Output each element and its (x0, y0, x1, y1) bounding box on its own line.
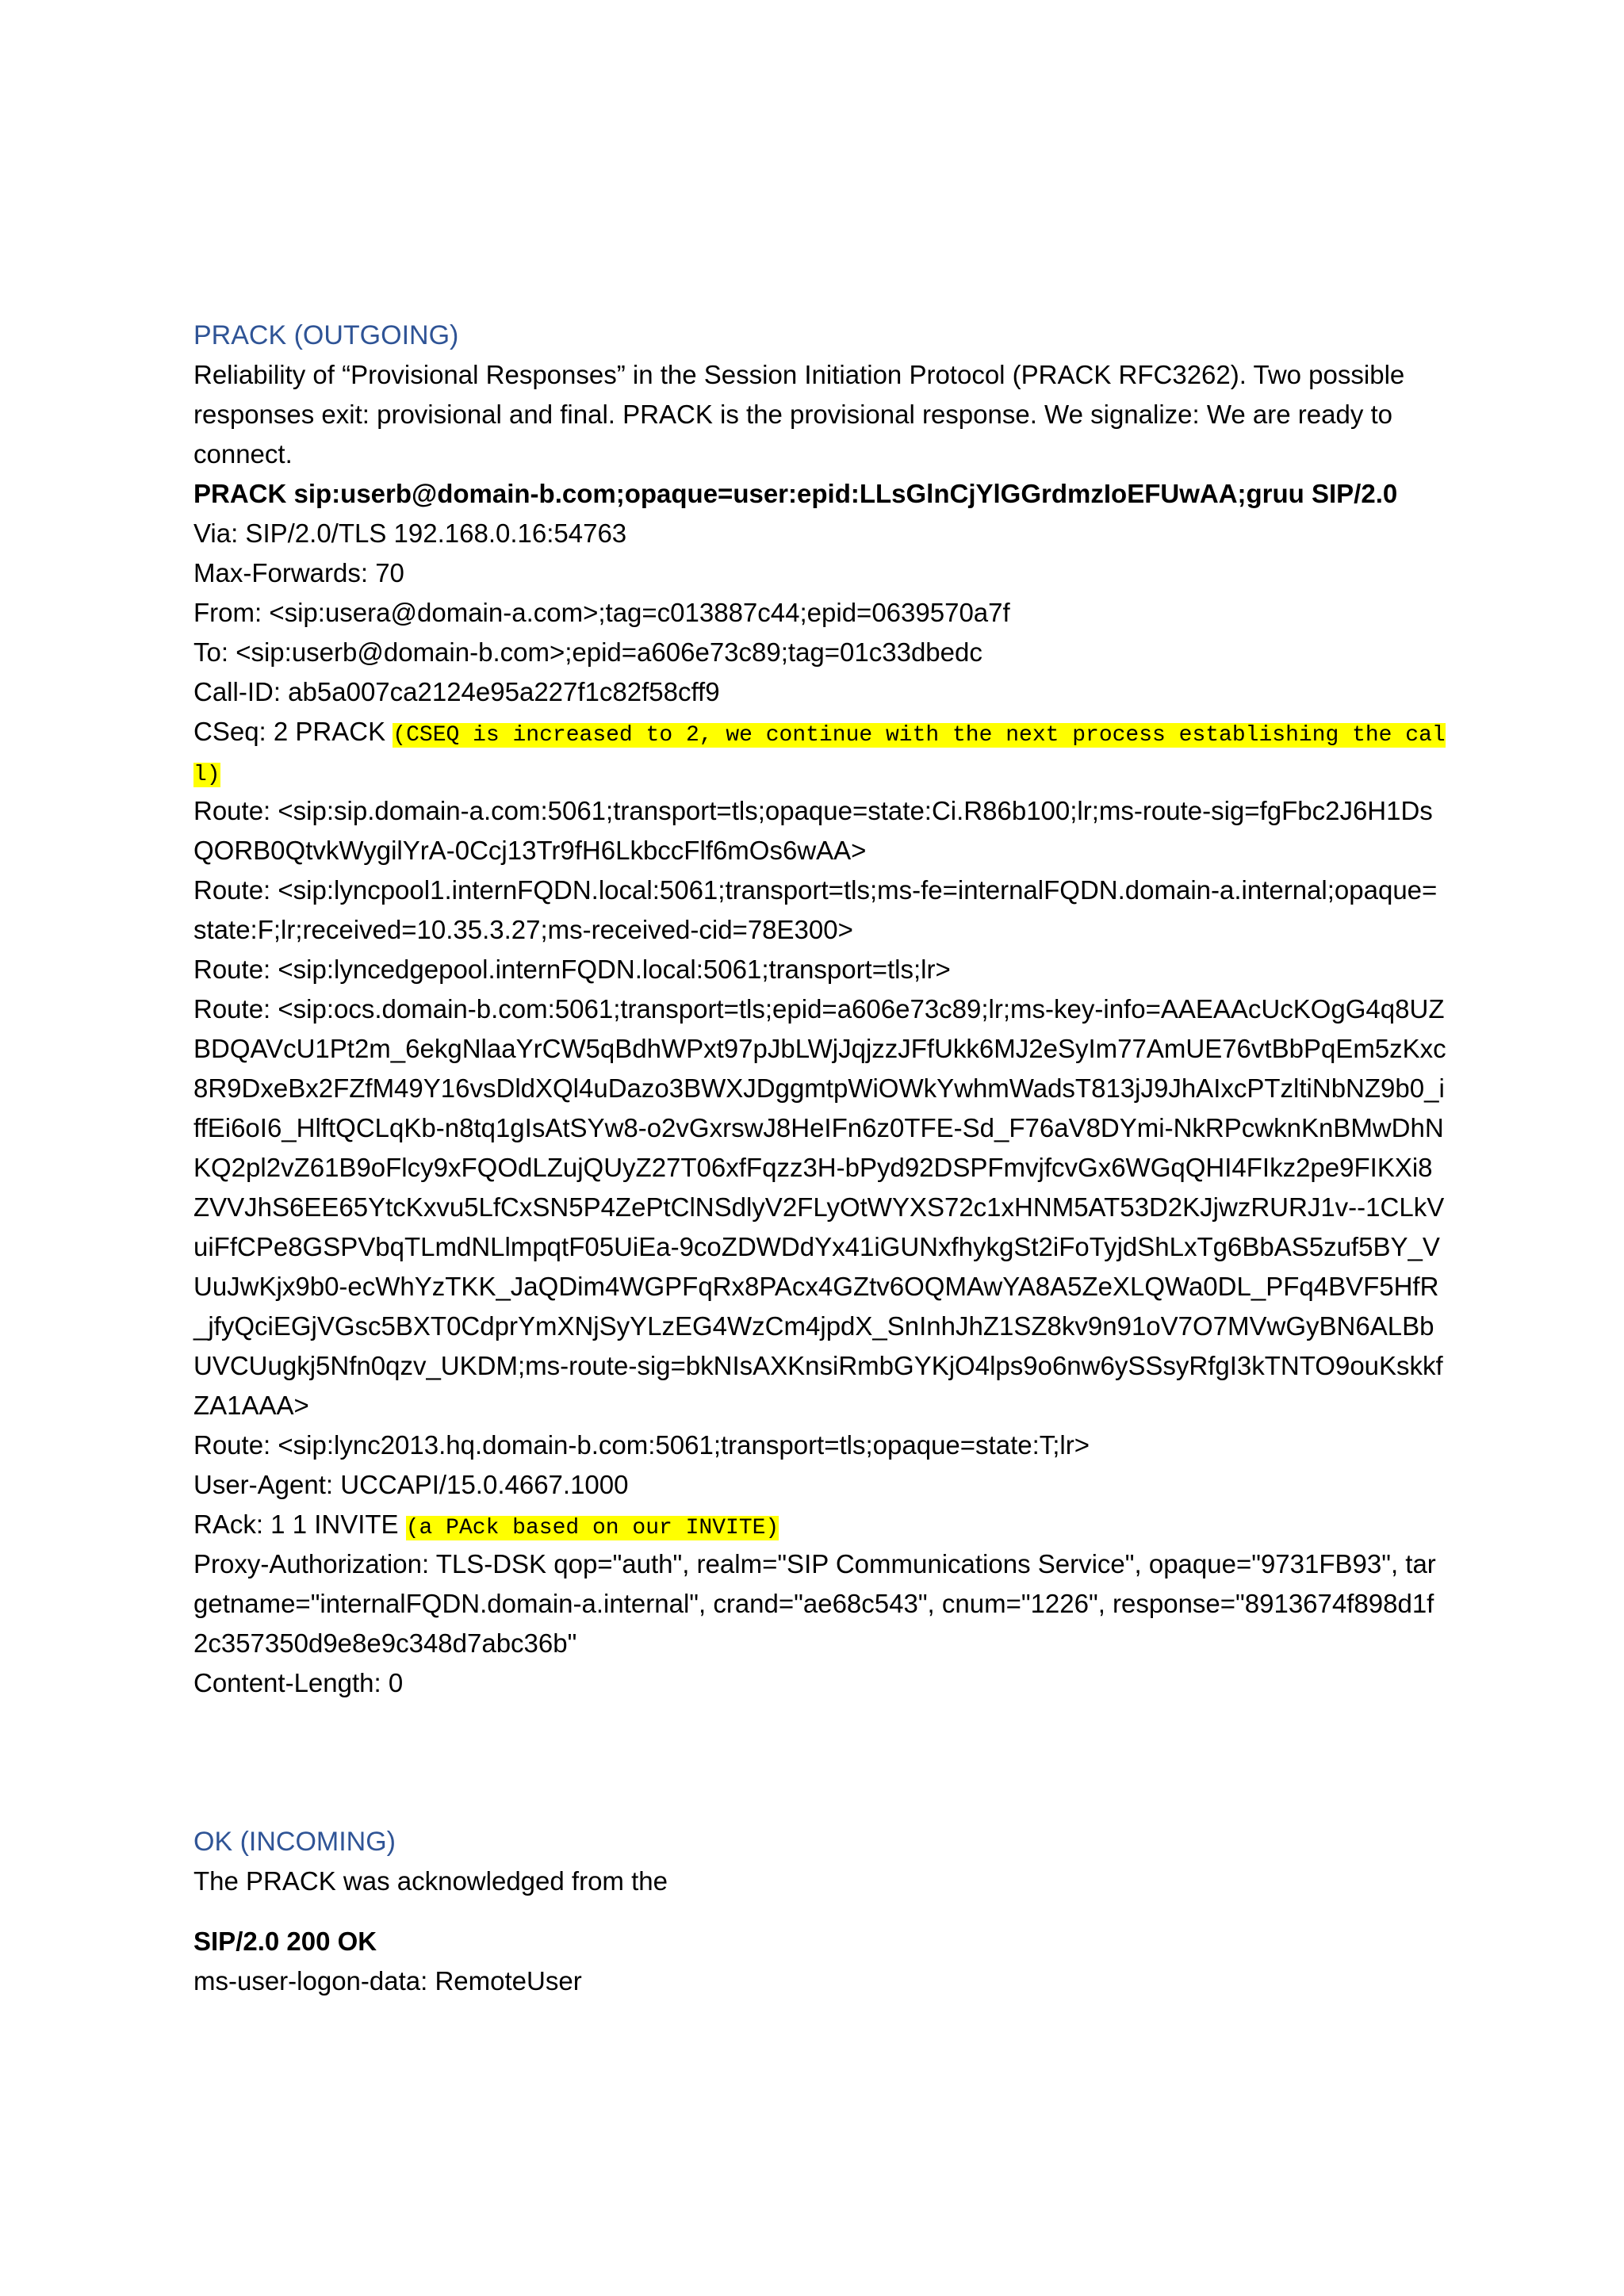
prack-intro-paragraph: Reliability of “Provisional Responses” in the Session Initiation Protocol (PRACK RFC3262). Two possible responses exit: provisional and final. PRACK is the provisional response. We signalize: We are ready to connect. (193, 360, 1405, 469)
ok-status-line: SIP/2.0 200 OK (193, 1927, 377, 1956)
proxy-authorization-header: Proxy-Authorization: TLS-DSK qop="auth", realm="SIP Communications Service", opaque="9731FB93", targetname="internalFQDN.domain-a.internal", crand="ae68c543", cnum="1226", response="8913674f898d1f2c357350d9e8e9c348d7abc36b" (193, 1549, 1436, 1658)
rack-header: RAck: 1 1 INVITE (193, 1510, 399, 1539)
route-header-1: Route: <sip:sip.domain-a.com:5061;transport=tls;opaque=state:Ci.R86b100;lr;ms-route-sig=fgFbc2J6H1DsQORB0QtvkWygilYrA-0Ccj13Tr9fH6LkbccFlf6mOs6wAA> (193, 796, 1433, 865)
max-forwards-header: Max-Forwards: 70 (193, 558, 404, 587)
prack-request-line: PRACK sip:userb@domain-b.com;opaque=user:epid:LLsGlnCjYlGGrdmzIoEFUwAA;gruu SIP/2.0 (193, 479, 1398, 508)
route-header-5: Route: <sip:lync2013.hq.domain-b.com:5061;transport=tls;opaque=state:T;lr> (193, 1430, 1090, 1460)
logon-data-header: ms-user-logon-data: RemoteUser (193, 1966, 582, 1996)
via-header: Via: SIP/2.0/TLS 192.168.0.16:54763 (193, 519, 627, 548)
cseq-line (193, 712, 1446, 791)
route-header-2: Route: <sip:lyncpool1.internFQDN.local:5061;transport=tls;ms-fe=internalFQDN.domain-a.internal;opaque=state:F;lr;received=10.35.3.27;ms-received-cid=78E300> (193, 875, 1438, 944)
route-header-3: Route: <sip:lyncedgepool.internFQDN.local:5061;transport=tls;lr> (193, 955, 951, 984)
cseq-header: CSeq: 2 PRACK (193, 717, 386, 746)
user-agent-header: User-Agent: UCCAPI/15.0.4667.1000 (193, 1470, 629, 1499)
section-spacer (193, 1703, 1446, 1822)
call-id-header: Call-ID: ab5a007ca2124e95a227f1c82f58cff9 (193, 677, 720, 706)
section-heading-ok: OK (INCOMING) (193, 1827, 396, 1857)
section-heading-prack: PRACK (OUTGOING) (193, 320, 459, 350)
ok-intro-paragraph: The PRACK was acknowledged from the (193, 1866, 668, 1896)
content-length-header: Content-Length: 0 (193, 1668, 404, 1697)
from-header: From: <sip:usera@domain-a.com>;tag=c013887c44;epid=0639570a7f (193, 598, 1010, 627)
paragraph-spacer (193, 1901, 1446, 1922)
document-page (193, 316, 1446, 2001)
route-header-4: Route: <sip:ocs.domain-b.com:5061;transport=tls;epid=a606e73c89;lr;ms-key-info=AAEAAcUcKOgG4q8UZBDQAVcU1Pt2m_6ekgNlaaYrCW5qBdhWPxt97pJbLWjJqjzzJFfUkk6MJ2eSyIm77AmUE76vtBbPqEm5zKxc8R9DxeBx2FZfM49Y16vsDldXQl4uDazo3BWXJDggmtpWiOWkYwhmWadsT813jJ9JhAIxcPTzltiNbNZ9b0_iffEi6oI6_HlftQCLqKb-n8tq1gIsAtSYw8-o2vGxrswJ8HeIFn6z0TFE-Sd_F76aV8DYmi-NkRPcwknKnBMwDhNKQ2pl2vZ61B9oFlcy9xFQOdLZujQUyZ27T06xfFqzz3H-bPyd92DSPFmvjfcvGx6WGqQHI4FIkz2pe9FIKXi8ZVVJhS6EE65YtcKxvu5LfCxSN5P4ZePtClNSdlyV2FLyOtWYXS72c1xHNM5AT53D2KJjwzRURJ1v--1CLkVuiFfCPe8GSPVbqTLmdNLlmpqtF05UiEa-9coZDWDdYx41iGUNxfhykgSt2iFoTyjdShLxTg6BbAS5zuf5BY_VUuJwKjx9b0-ecWhYzTKK_JaQDim4WGPFqRx8PAcx4GZtv6OQMAwYA8A5ZeXLQWa0DL_PFq4BVF5HfR_jfyQciEGjVGsc5BXT0CdprYmXNjSyYLzEG4WzCm4jpdX_SnInhJhZ1SZ8kv9n91oV7O7MVwGyBN6ALBbUVCUugkj5Nfn0qzv_UKDM;ms-route-sig=bkNIsAXKnsiRmbGYKjO4lps9o6nw6ySSsyRfgI3kTNTO9ouKskkfZA1AAA> (193, 994, 1446, 1420)
rack-line (193, 1505, 1446, 1544)
to-header: To: <sip:userb@domain-b.com>;epid=a606e73c89;tag=01c33dbedc (193, 637, 982, 667)
rack-annotation: (a PAck based on our INVITE) (405, 1516, 779, 1540)
cseq-annotation: (CSEQ is increased to 2, we continue with the next process establishing the call) (193, 723, 1446, 787)
